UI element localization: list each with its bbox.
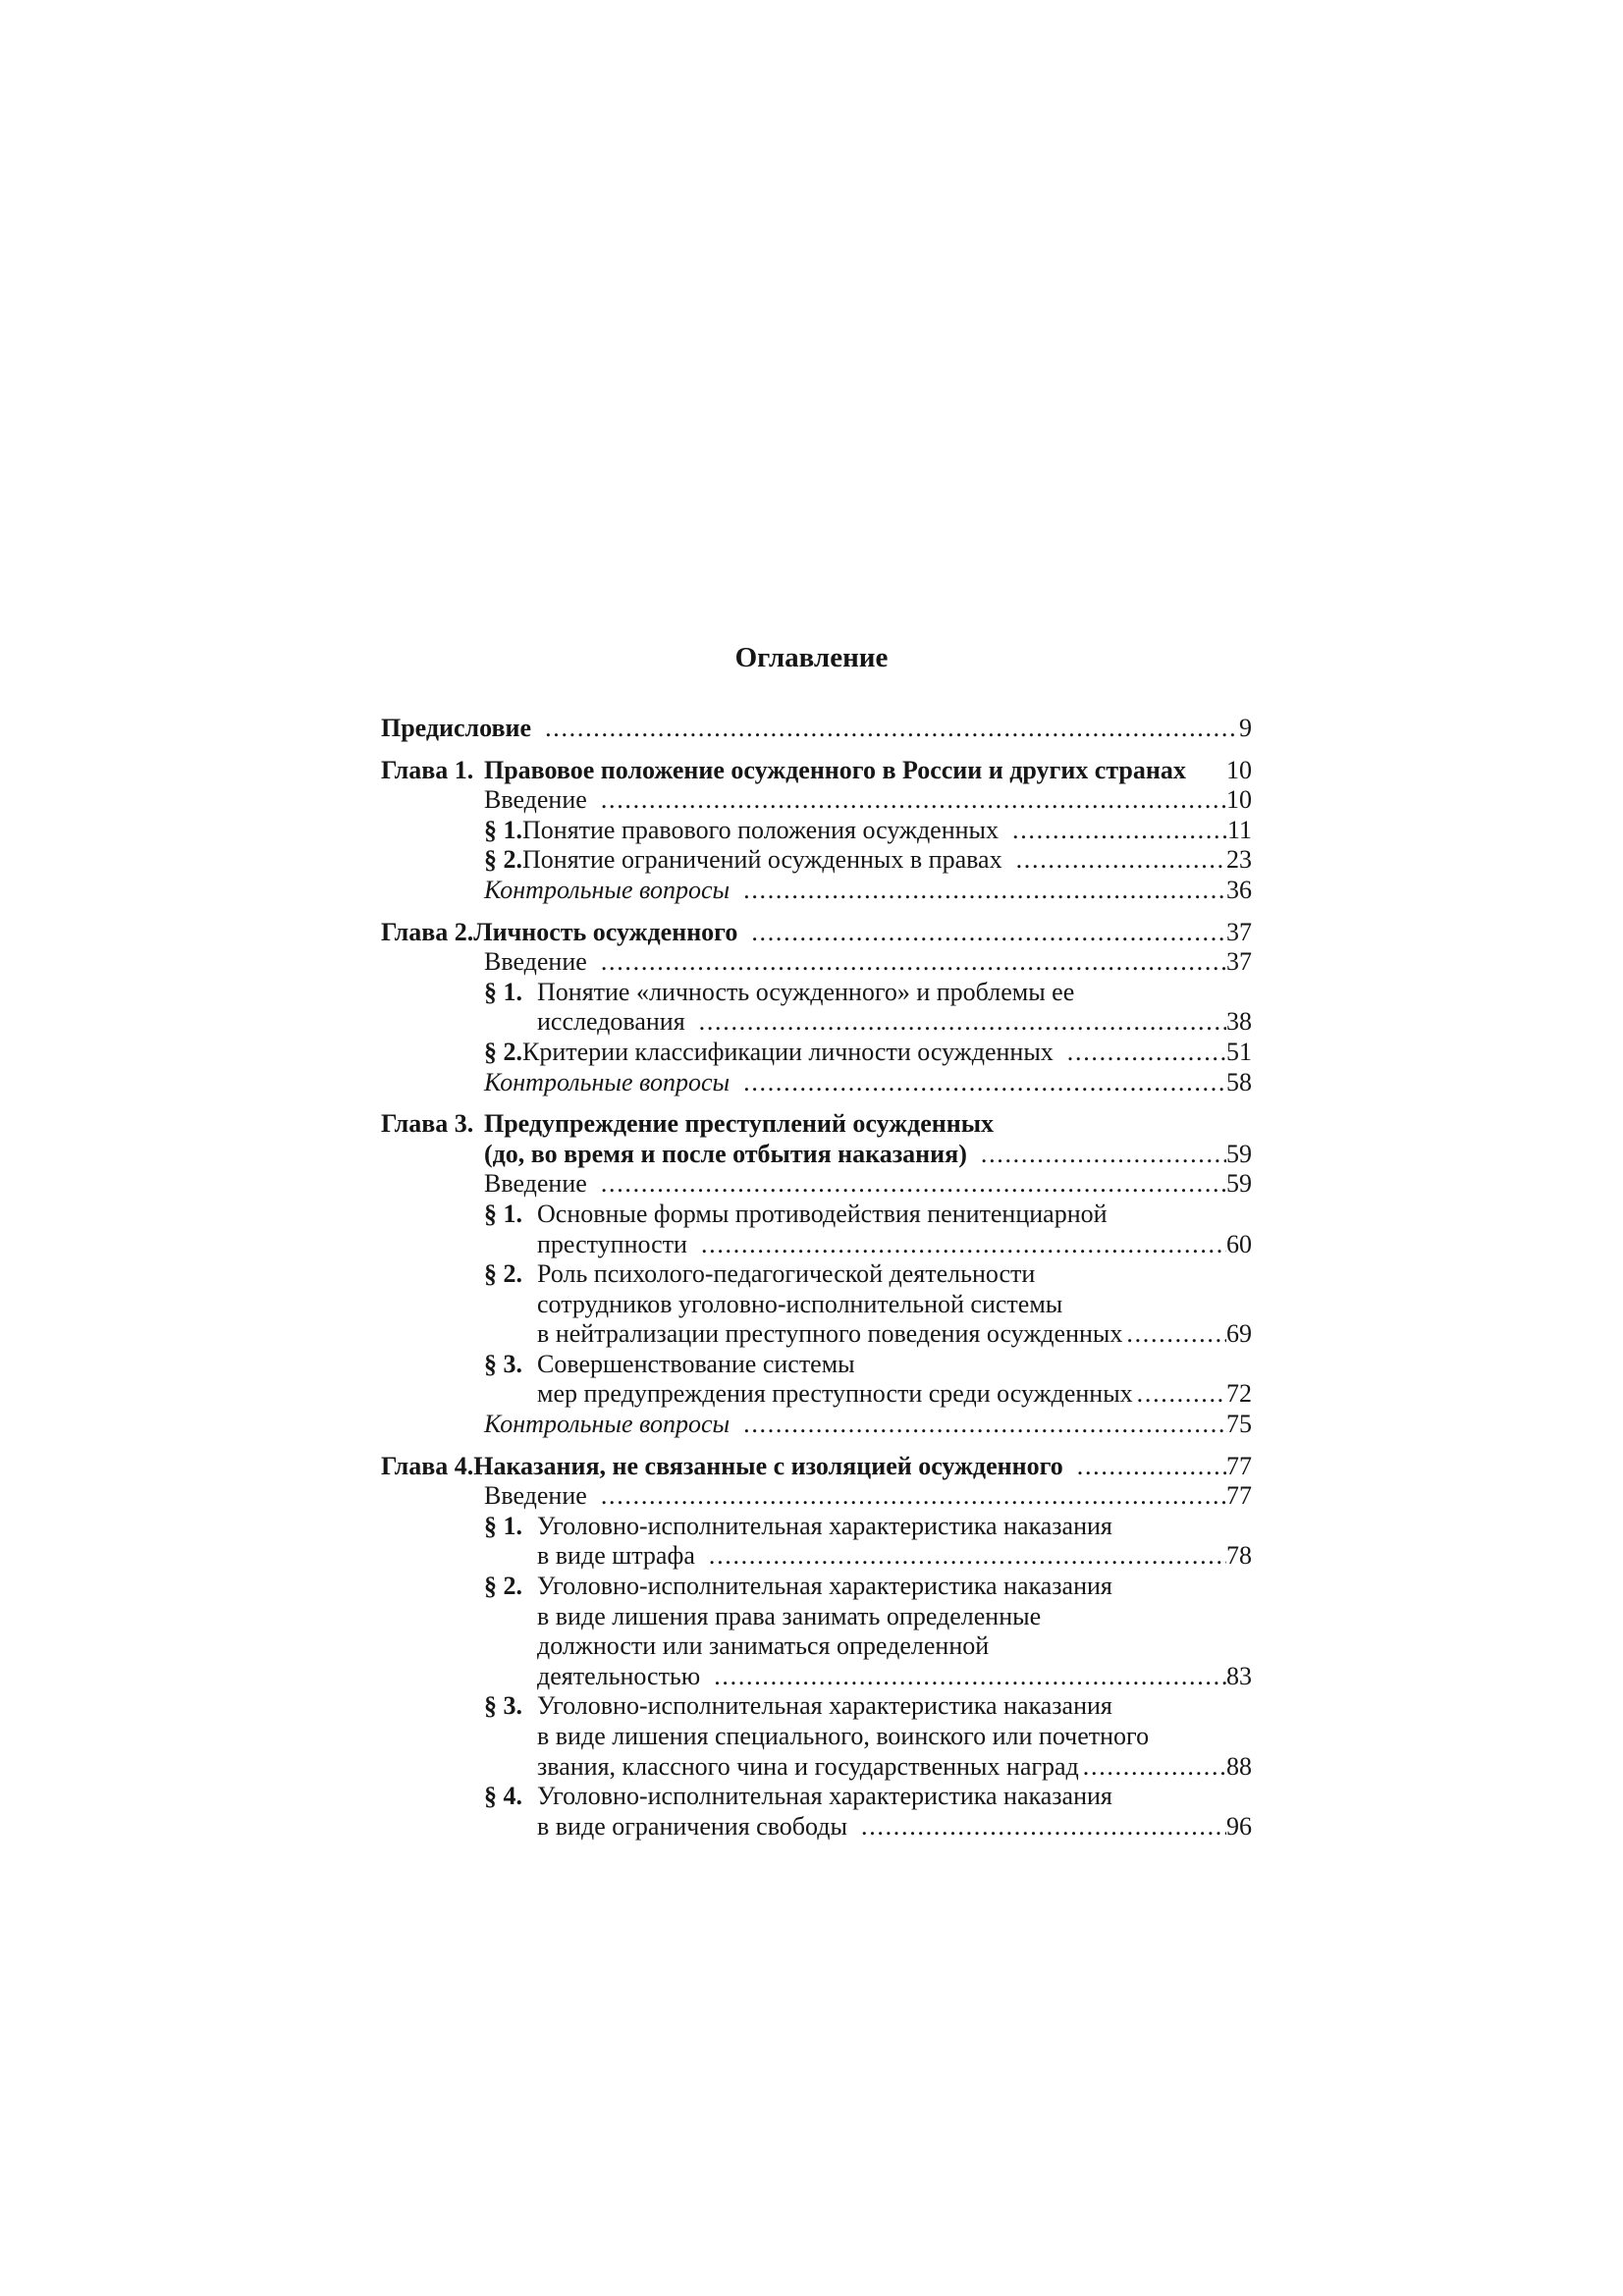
dot-leader <box>601 947 1226 978</box>
dot-leader <box>981 1140 1226 1170</box>
section-title: в виде штрафа <box>537 1541 695 1571</box>
section-title: Уголовно-исполнительная характеристика наказания <box>537 1572 1112 1601</box>
questions-label: Контрольные вопросы <box>484 1410 730 1439</box>
section-title: Понятие ограничений осужденных в правах <box>522 845 1002 875</box>
toc-entry-section[interactable] <box>381 816 1252 846</box>
page-number: 36 <box>1226 875 1252 904</box>
dot-leader <box>743 1410 1226 1440</box>
page-number: 38 <box>1226 1007 1252 1037</box>
questions-label: Контрольные вопросы <box>484 875 730 904</box>
intro-label: Введение <box>484 1169 587 1199</box>
section-title: в виде лишения права занимать определенные <box>537 1601 1042 1630</box>
toc-entry-section[interactable] <box>381 1782 1252 1812</box>
toc-entry-section[interactable] <box>381 1541 1252 1572</box>
dot-leader <box>1083 1752 1226 1783</box>
section-title: преступности <box>537 1229 687 1258</box>
dot-leader <box>601 785 1226 816</box>
section-title: мер предупреждения преступности среди осужденных <box>537 1379 1133 1409</box>
section-title: Уголовно-исполнительная характеристика наказания <box>537 1691 1112 1721</box>
dot-leader <box>699 1007 1226 1038</box>
dot-leader <box>545 714 1239 744</box>
section-number: § 1. <box>484 815 522 844</box>
section-number: § 2. <box>484 1572 522 1601</box>
toc-entry-section[interactable] <box>381 1290 1252 1320</box>
page-number: 11 <box>1226 815 1252 844</box>
toc-entry-intro[interactable] <box>381 785 1252 816</box>
toc-entry-preface[interactable] <box>381 714 1252 744</box>
toc-entry-section[interactable] <box>381 1350 1252 1380</box>
toc-entry-section[interactable] <box>381 1319 1252 1350</box>
toc-entry-chapter-3[interactable] <box>381 1140 1252 1170</box>
dot-leader <box>1067 1038 1226 1068</box>
chapter-title: Личность осужденного <box>473 917 738 946</box>
table-of-contents <box>381 714 1252 1842</box>
chapter-title: Правовое положение осужденного в России и других странах <box>484 755 1186 784</box>
page-number: 51 <box>1226 1037 1252 1066</box>
section-title: сотрудников уголовно-исполнительной системы <box>537 1289 1063 1318</box>
section-number: § 2. <box>484 1259 522 1289</box>
section-title: деятельностью <box>537 1661 701 1690</box>
dot-leader <box>1016 845 1226 876</box>
toc-entry-section[interactable] <box>381 1722 1252 1752</box>
toc-entry-section[interactable] <box>381 1379 1252 1410</box>
section-title: должности или заниматься определенной <box>537 1631 990 1661</box>
page-number: 10 <box>1226 755 1252 784</box>
section-title: Основные формы противодействия пенитенциарной <box>537 1199 1108 1228</box>
page-number: 88 <box>1226 1751 1252 1781</box>
section-title: Критерии классификации личности осужденных <box>522 1037 1054 1066</box>
dot-leader <box>709 1541 1226 1572</box>
section-title: Роль психолого-педагогической деятельности <box>537 1259 1036 1289</box>
toc-entry-chapter-3[interactable] <box>381 1109 1252 1140</box>
page-title: Оглавление <box>734 642 889 673</box>
section-number: § 2. <box>484 1037 522 1066</box>
section-title: в нейтрализации преступного поведения осужденных <box>537 1319 1123 1349</box>
page-number: 37 <box>1226 947 1252 977</box>
section-title: Уголовно-исполнительная характеристика наказания <box>537 1511 1112 1540</box>
dot-leader <box>601 1169 1226 1200</box>
section-title: Понятие «личность осужденного» и проблемы ее <box>537 977 1075 1006</box>
dot-leader <box>714 1662 1226 1692</box>
dot-leader <box>743 876 1226 906</box>
dot-leader <box>1126 1319 1226 1350</box>
dot-leader <box>1012 816 1227 846</box>
dot-leader <box>601 1481 1226 1512</box>
preface-label: Предисловие <box>381 714 532 742</box>
section-number: § 1. <box>484 1511 522 1540</box>
toc-entry-section[interactable] <box>381 845 1252 876</box>
toc-entry-intro[interactable] <box>381 947 1252 978</box>
dot-leader <box>751 918 1226 948</box>
questions-label: Контрольные вопросы <box>484 1067 730 1096</box>
page-number: 37 <box>1226 917 1252 946</box>
chapter-title: Предупреждение преступлений осужденных <box>484 1109 995 1139</box>
toc-entry-section[interactable] <box>381 1752 1252 1783</box>
page-number: 75 <box>1226 1410 1252 1439</box>
toc-entry-questions[interactable] <box>381 1410 1252 1440</box>
toc-entry-section[interactable] <box>381 1631 1252 1662</box>
toc-entry-section[interactable] <box>381 1259 1252 1290</box>
section-title: исследования <box>537 1007 685 1037</box>
toc-entry-section[interactable] <box>381 1662 1252 1692</box>
toc-entry-chapter-2[interactable] <box>381 918 1252 948</box>
chapter-number: Глава 2. <box>381 917 474 946</box>
section-title: звания, классного чина и государственных наград <box>537 1751 1079 1781</box>
section-number: § 4. <box>484 1782 522 1811</box>
toc-entry-section[interactable] <box>381 1572 1252 1602</box>
toc-entry-questions[interactable] <box>381 876 1252 906</box>
section-number: § 1. <box>484 1199 522 1228</box>
page-number: 77 <box>1226 1481 1252 1511</box>
page-number: 59 <box>1226 1169 1252 1199</box>
toc-entry-section[interactable] <box>381 1038 1252 1068</box>
toc-entry-section[interactable] <box>381 1812 1252 1842</box>
section-title: Понятие правового положения осужденных <box>522 815 1000 844</box>
page-number: 96 <box>1226 1811 1252 1841</box>
page-number: 77 <box>1226 1451 1252 1480</box>
page-number: 58 <box>1226 1067 1252 1096</box>
intro-label: Введение <box>484 785 587 815</box>
toc-entry-intro[interactable] <box>381 1169 1252 1200</box>
page-number: 9 <box>1239 714 1252 742</box>
toc-entry-section[interactable] <box>381 1602 1252 1632</box>
dot-leader <box>861 1812 1226 1842</box>
toc-entry-section[interactable] <box>381 1512 1252 1542</box>
page-number: 59 <box>1226 1139 1252 1168</box>
section-number: § 3. <box>484 1349 522 1378</box>
section-number: § 1. <box>484 977 522 1006</box>
page-number: 78 <box>1226 1541 1252 1571</box>
chapter-title: (до, во время и после отбытия наказания) <box>484 1139 967 1168</box>
page-number: 60 <box>1226 1229 1252 1258</box>
intro-label: Введение <box>484 1481 587 1511</box>
section-title: Совершенствование системы <box>537 1349 855 1378</box>
toc-entry-section[interactable] <box>381 1691 1252 1722</box>
section-title: в виде ограничения свободы <box>537 1811 847 1841</box>
toc-entry-questions[interactable] <box>381 1068 1252 1098</box>
intro-label: Введение <box>484 947 587 977</box>
section-title: Уголовно-исполнительная характеристика наказания <box>537 1782 1112 1811</box>
toc-entry-section[interactable] <box>381 1200 1252 1230</box>
chapter-number: Глава 1. <box>381 755 474 784</box>
toc-entry-chapter-4[interactable] <box>381 1452 1252 1482</box>
section-title: в виде лишения специального, воинского или почетного <box>537 1722 1150 1750</box>
chapter-number: Глава 4. <box>381 1451 474 1480</box>
chapter-number: Глава 3. <box>381 1109 474 1139</box>
dot-leader <box>1077 1452 1226 1482</box>
toc-entry-section[interactable] <box>381 1230 1252 1260</box>
toc-entry-section[interactable] <box>381 1007 1252 1038</box>
toc-entry-chapter-1[interactable] <box>381 756 1252 786</box>
page-number: 23 <box>1226 845 1252 875</box>
section-number: § 2. <box>484 845 522 875</box>
page-number: 72 <box>1226 1379 1252 1409</box>
page-number: 83 <box>1226 1661 1252 1690</box>
section-number: § 3. <box>484 1691 522 1721</box>
page-number: 10 <box>1226 785 1252 815</box>
dot-leader <box>701 1230 1226 1260</box>
dot-leader <box>743 1068 1226 1098</box>
toc-entry-section[interactable] <box>381 978 1252 1008</box>
page-number: 69 <box>1226 1319 1252 1349</box>
dot-leader <box>1137 1379 1226 1410</box>
toc-entry-intro[interactable] <box>381 1481 1252 1512</box>
chapter-title: Наказания, не связанные с изоляцией осужденного <box>473 1451 1063 1480</box>
